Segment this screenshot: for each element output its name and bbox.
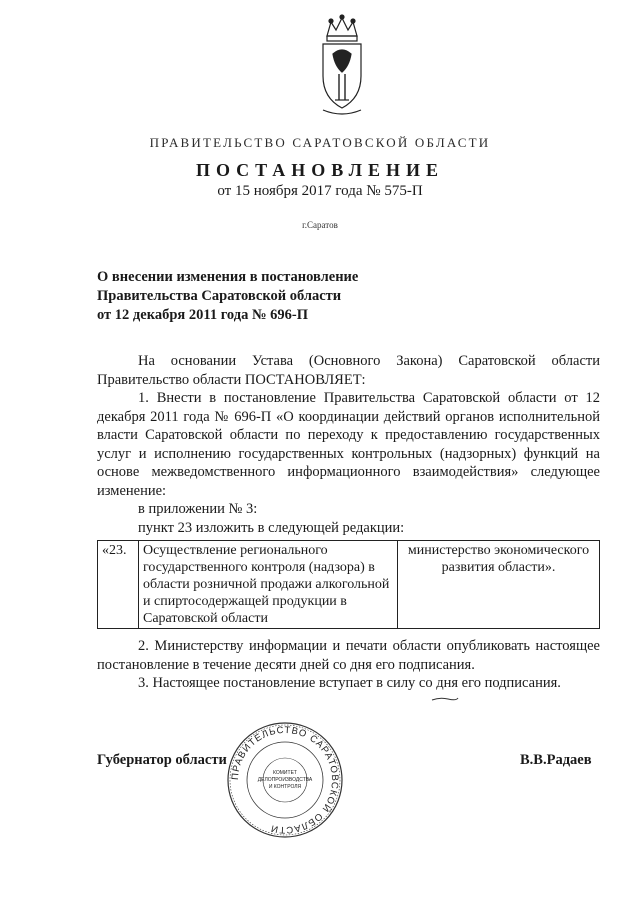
closing-items (97, 637, 600, 693)
signature-title: Губернатор области (97, 752, 227, 768)
official-seal-icon (225, 720, 345, 840)
saratov-coat-of-arms-icon (315, 14, 369, 120)
document-type-title: ПОСТАНОВЛЕНИЕ (195, 160, 445, 180)
subject-line-1: О внесении изменения в постановление (97, 269, 359, 285)
seal-center-label: ДЕЛОПРОИЗВОДСТВА (257, 777, 313, 783)
preamble-paragraph: На основании Устава (Основного Закона) Саратовской области Правительство области ПОСТАНОВЛЯЕТ: (97, 353, 600, 388)
subject-line-3: от 12 декабря 2011 года № 696-П (97, 307, 309, 323)
seal-center-label: КОМИТЕТ (273, 770, 297, 776)
document-body (97, 352, 600, 537)
appendix-reference: в приложении № 3: (138, 501, 258, 517)
table-row (98, 541, 600, 629)
table-cell-responsible: министерство экономического развития области». (398, 541, 600, 629)
pen-mark-icon (430, 695, 460, 703)
seal-ring-text: ПРАВИТЕЛЬСТВО САРАТОВСКОЙ ОБЛАСТИ (229, 724, 341, 836)
seal-center-label: И КОНТРОЛЯ (268, 784, 302, 790)
government-name: ПРАВИТЕЛЬСТВО САРАТОВСКОЙ ОБЛАСТИ (149, 135, 491, 150)
item-2-paragraph: 2. Министерству информации и печати области опубликовать настоящее постановление в течение десяти дней со дня его подписания. (97, 638, 600, 673)
signature-name: В.В.Радаев (520, 752, 592, 768)
document-place: г.Саратов (302, 220, 338, 230)
document-subject (97, 268, 417, 325)
point-reference: пункт 23 изложить в следующей редакции: (138, 519, 405, 536)
table-cell-function: Осуществление регионального государственного контроля (надзора) в области розничной продажи алкогольной и спиртосодержащей продукции в Саратовской области (139, 541, 398, 629)
table-cell-number: «23. (98, 541, 139, 629)
amendment-table (97, 540, 600, 629)
subject-line-2: Правительства Саратовской области (97, 288, 342, 304)
document-date-number: от 15 ноября 2017 года № 575-П (217, 183, 423, 199)
item-1-paragraph: 1. Внести в постановление Правительства Саратовской области от 12 декабря 2011 года № 696-П «О координации действий органов исполнительной власти Саратовской области по переходу к предоставлению государственных услуг и исполнению государственных контрольных (надзорных) функций на основе межведомственного информационного взаимодействия» следующее изменение: (97, 390, 600, 499)
item-3-paragraph: 3. Настоящее постановление вступает в силу со дня его подписания. (138, 675, 561, 691)
